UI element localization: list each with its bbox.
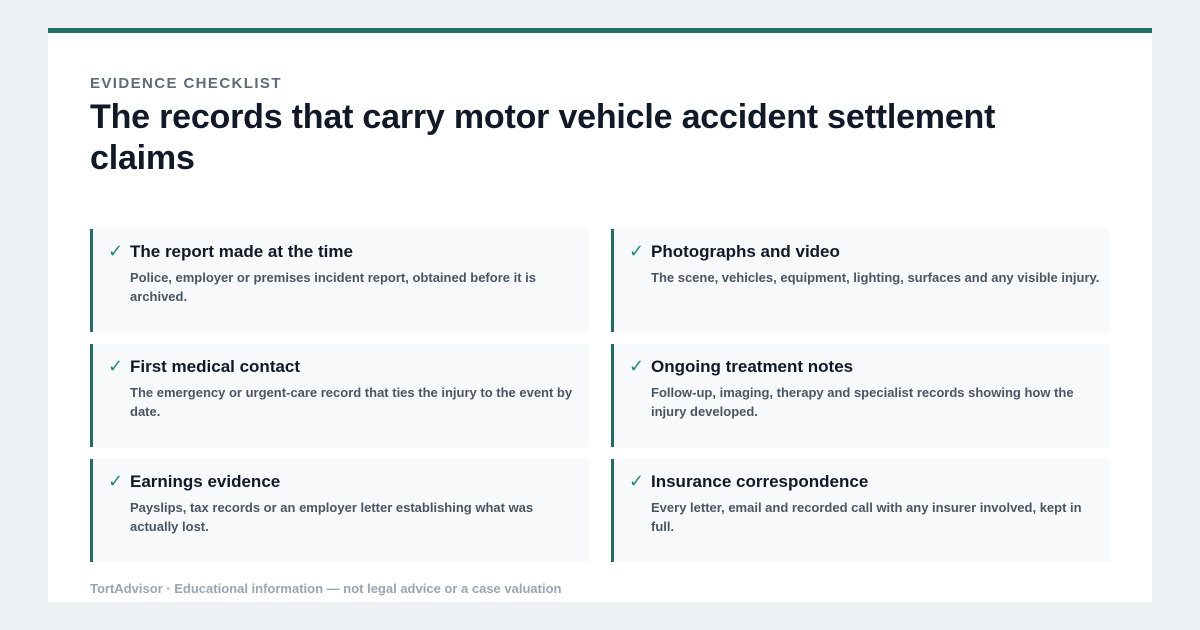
checklist-item-description: Every letter, email and recorded call with any insurer involved, kept in full. bbox=[651, 500, 1082, 534]
checklist-item bbox=[90, 229, 589, 332]
checkmark-icon: ✓ bbox=[629, 471, 645, 491]
checkmark-icon: ✓ bbox=[629, 356, 645, 376]
checklist-item-title: First medical contact bbox=[130, 357, 301, 376]
checkmark-icon: ✓ bbox=[108, 241, 124, 261]
checklist-item-description: The scene, vehicles, equipment, lighting, surfaces and any visible injury. bbox=[651, 270, 1100, 285]
checklist-item-description: Payslips, tax records or an employer letter establishing what was actually lost. bbox=[130, 500, 534, 534]
checklist-item-title: Photographs and video bbox=[651, 242, 840, 261]
eyebrow-label: EVIDENCE CHECKLIST bbox=[90, 75, 282, 92]
checklist-item-title: The report made at the time bbox=[130, 242, 353, 261]
checklist-item-title: Earnings evidence bbox=[130, 472, 281, 491]
checklist-item-title: Insurance correspondence bbox=[651, 472, 869, 491]
checklist-item bbox=[611, 344, 1110, 447]
footer-disclaimer: TortAdvisor · Educational information — not legal advice or a case valuation bbox=[90, 581, 562, 596]
checklist-item bbox=[90, 344, 589, 447]
checklist-item-description: Follow-up, imaging, therapy and specialist records showing how the injury developed. bbox=[651, 385, 1074, 419]
checklist-item-title: Ongoing treatment notes bbox=[651, 357, 854, 376]
checklist-card bbox=[48, 28, 1152, 602]
checklist-item-description: The emergency or urgent-care record that ties the injury to the event by date. bbox=[130, 385, 573, 419]
checkmark-icon: ✓ bbox=[629, 241, 645, 261]
checkmark-icon: ✓ bbox=[108, 471, 124, 491]
checklist-item bbox=[611, 459, 1110, 562]
page-title: The records that carry motor vehicle accident settlement claims bbox=[90, 98, 996, 177]
checklist-item-description: Police, employer or premises incident report, obtained before it is archived. bbox=[130, 270, 536, 304]
checklist-grid bbox=[90, 229, 1110, 562]
checklist-item bbox=[611, 229, 1110, 332]
checkmark-icon: ✓ bbox=[108, 356, 124, 376]
checklist-item bbox=[90, 459, 589, 562]
